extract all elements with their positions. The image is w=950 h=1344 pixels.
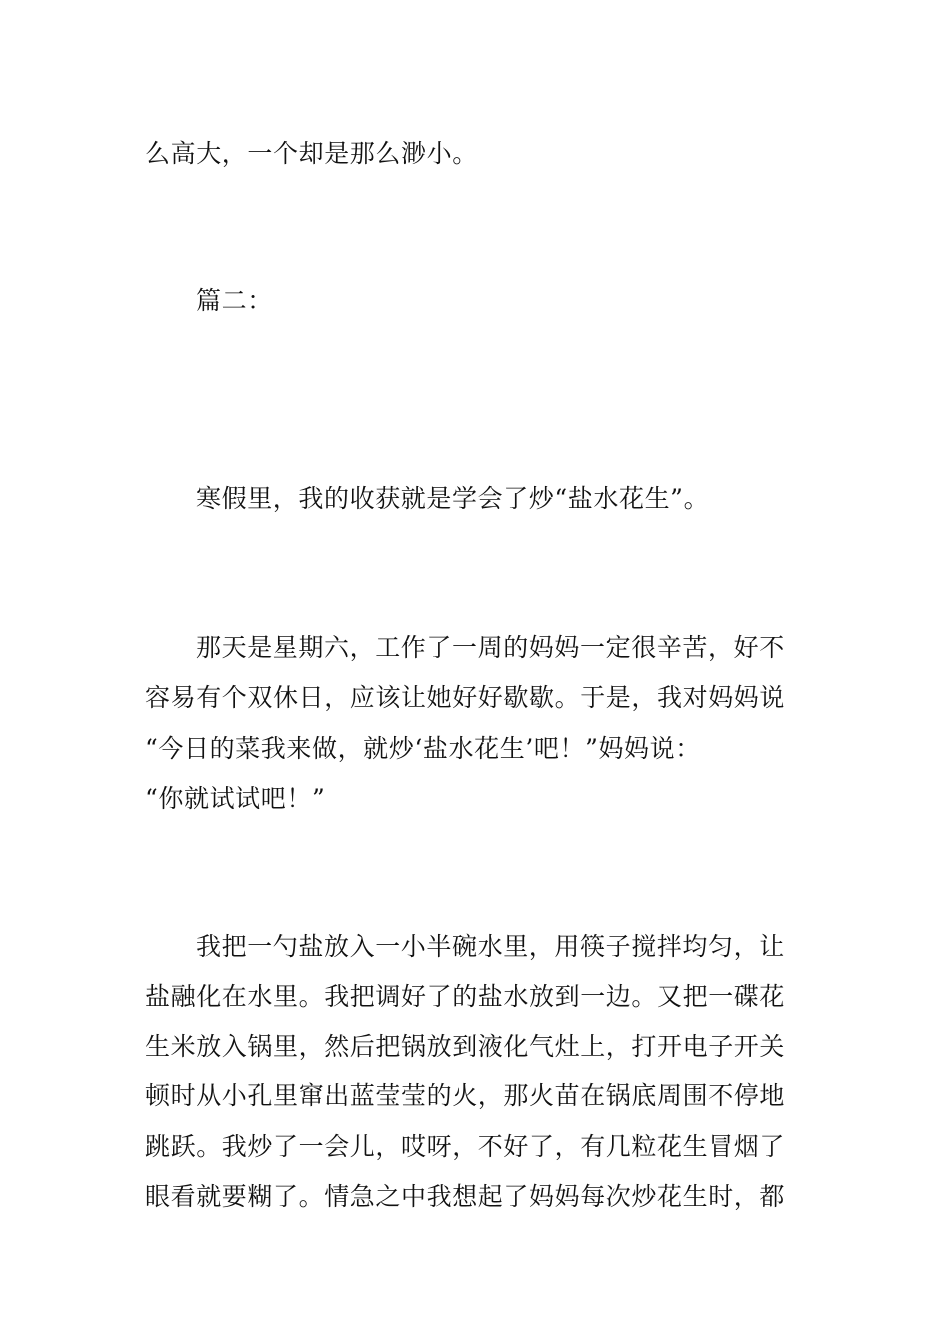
text-line: 顿时从小孔里窜出蓝莹莹的火，那火苗在锅底周围不停地 (145, 1081, 786, 1110)
text-line: “你就试试吧！” (145, 784, 326, 813)
text-line: 么高大，一个却是那么渺小。 (145, 139, 478, 168)
text-line: 眼看就要糊了。情急之中我想起了妈妈每次炒花生时，都 (145, 1182, 786, 1211)
text-line: 我把一勺盐放入一小半碗水里，用筷子搅拌均匀，让 (196, 932, 785, 961)
text-line: “今日的菜我来做，就炒‘盐水花生’吧！”妈妈说： (145, 734, 701, 763)
section-heading: 篇二： (196, 286, 273, 315)
text-line: 跳跃。我炒了一会儿，哎呀，不好了，有几粒花生冒烟了 (145, 1132, 786, 1161)
text-line: 那天是星期六，工作了一周的妈妈一定很辛苦，好不 (196, 633, 785, 662)
text-line: 容易有个双休日，应该让她好好歇歇。于是，我对妈妈说 (145, 683, 786, 712)
text-line: 生米放入锅里，然后把锅放到液化气灶上，打开电子开关 (145, 1032, 786, 1061)
text-line: 寒假里，我的收获就是学会了炒“盐水花生”。 (196, 484, 710, 513)
text-line: 盐融化在水里。我把调好了的盐水放到一边。又把一碟花 (145, 982, 786, 1011)
